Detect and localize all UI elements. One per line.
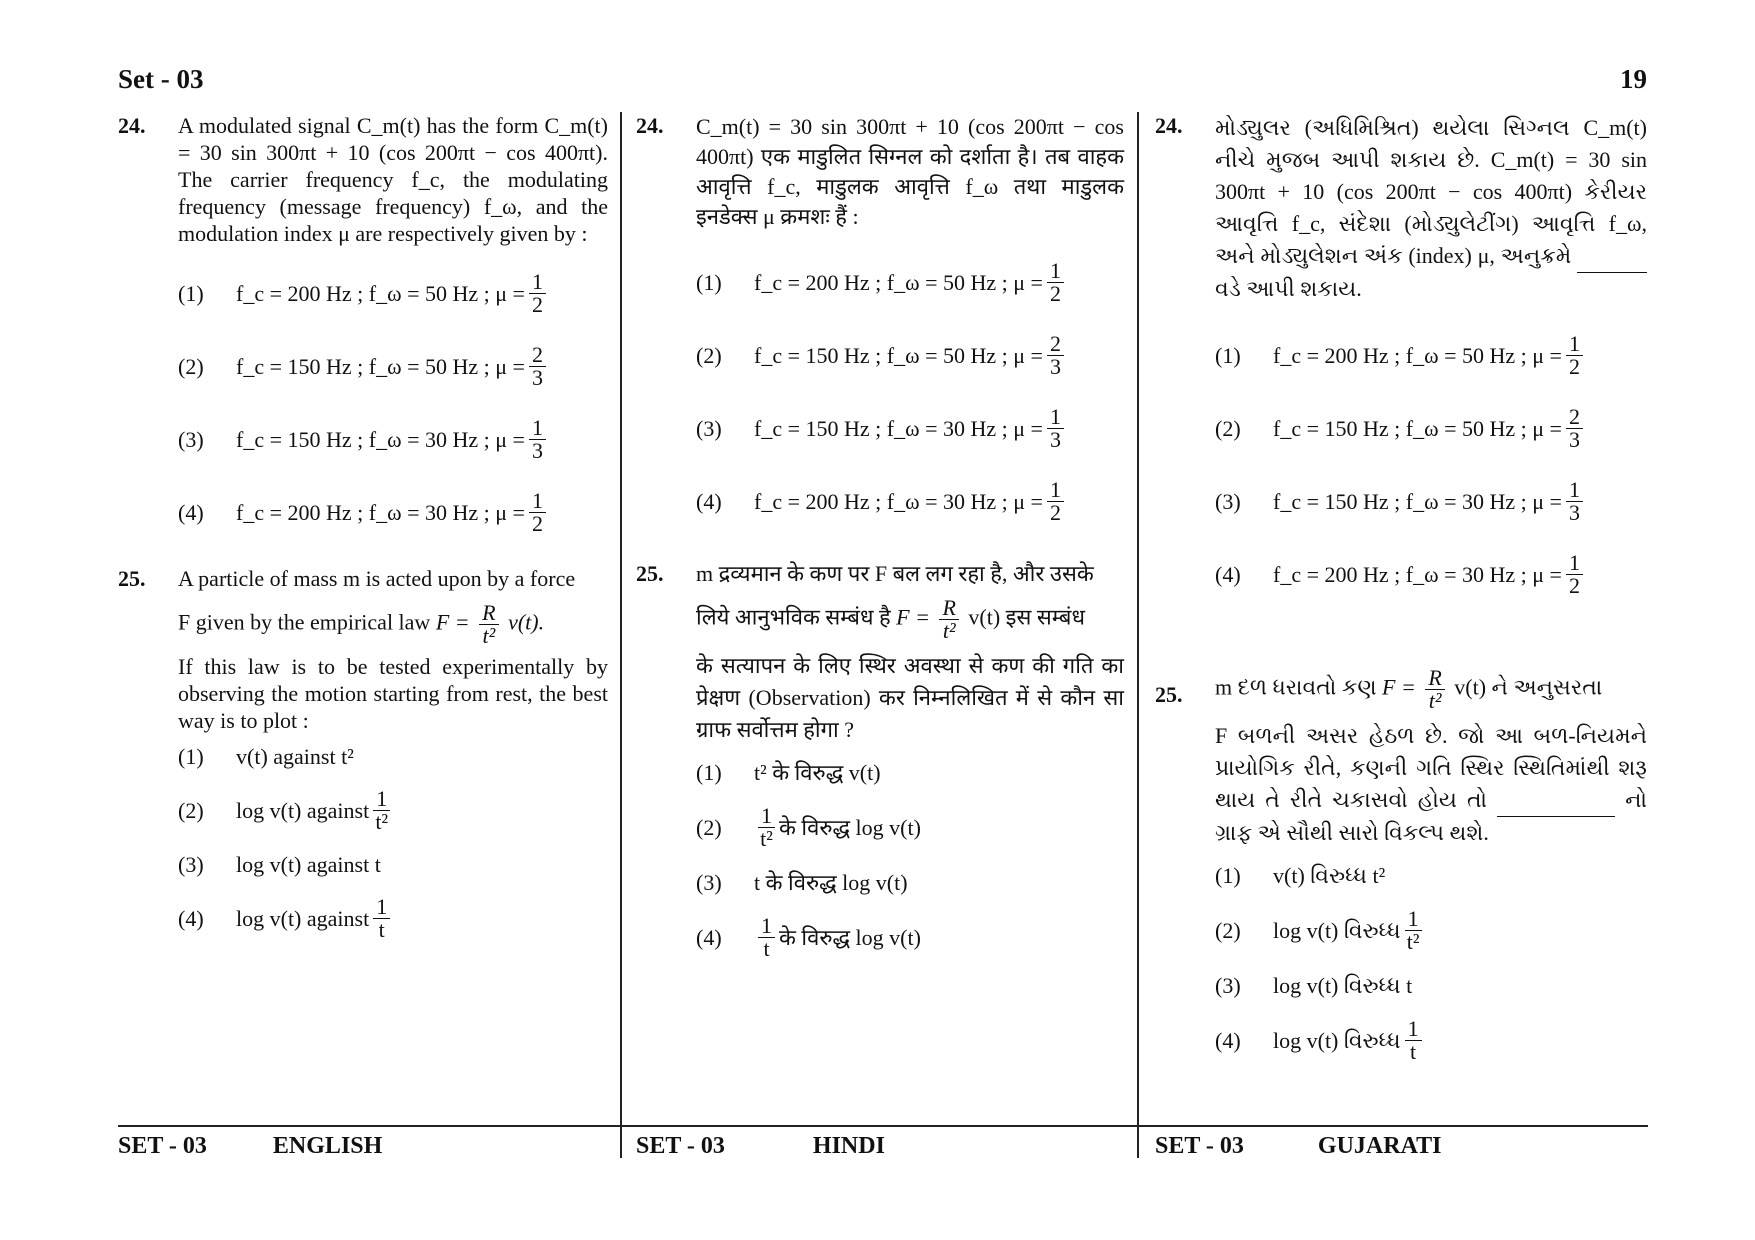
fraction: $\frac{1}{3}$ (1566, 479, 1583, 524)
option-1[interactable]: (1) f_c = 200 Hz ; f_ω = 50 Hz ; μ = $\frac{1}{2}$ (1215, 319, 1647, 392)
option-3[interactable]: (3) log v(t) વિરુધ્ધ t (1215, 972, 1413, 998)
fraction: $\frac{1}{\text{t²}}$ (758, 805, 775, 850)
question-24-gujarati (1155, 112, 1647, 611)
option-4[interactable]: (4) $\frac{1}{t}$ के विरुद्ध log v(t) (696, 912, 921, 961)
footer-gujarati: SET - 03 GUJARATI (1155, 1133, 1442, 1159)
fraction: $\frac{1}{\text{t²}}$ (373, 788, 390, 833)
fraction: $\frac{1}{3}$ (1047, 406, 1064, 451)
footer-hindi: SET - 03 HINDI (636, 1133, 885, 1159)
fraction: $\frac{1}{2}$ (1047, 260, 1064, 305)
question-text-line3: के सत्यापन के लिए स्थिर अवस्था से कण की गति का प्रेक्षण (Observation) कर निम्नलिखित में से कौन सा ग्राफ सर्वोत्तम होगा ? (696, 653, 1124, 742)
option-2[interactable]: (2) f_c = 150 Hz ; f_ω = 50 Hz ; μ = $\frac{2}{3}$ (696, 319, 1124, 392)
footer-english: SET - 03 ENGLISH (118, 1133, 383, 1159)
option-4[interactable]: (4) f_c = 200 Hz ; f_ω = 30 Hz ; μ = $\frac{1}{2}$ (696, 465, 1124, 538)
footer-rule (118, 1125, 1648, 1127)
page-number: 19 (1620, 64, 1647, 94)
fraction: $\frac{1}{\text{t²}}$ (1405, 908, 1422, 953)
fraction: $\frac{2}{3}$ (1047, 333, 1064, 378)
option-4[interactable]: (4) log v(t) against $\frac{1}{t}$ (178, 884, 608, 952)
fraction: $\frac{2}{3}$ (529, 344, 546, 389)
option-3[interactable]: (3) f_c = 150 Hz ; f_ω = 30 Hz ; μ = $\frac{1}{3}$ (178, 403, 608, 476)
option-3[interactable]: (3) log v(t) against t (178, 851, 381, 877)
question-number: 25. (118, 566, 146, 591)
question-25-hindi (636, 560, 1124, 970)
question-text: મોડ્યુલર (અધિમિશ્રિત) થયેલા સિગ્નલ C_m(t) નીચે મુજબ આપી શકાય છે. C_m(t) = 30 sin 300πt + 10 (cos 200πt − cos 400πt) કેરીયર આવૃત્તિ f_c, સંદેશા (મોડ્યુલેટીંગ) આવૃત્તિ f_ω, અને મોડ્યુલેશન અંક (index) μ, અનુક્રમે વડે આપી શકાય. (1215, 115, 1647, 301)
column-divider-2 (1137, 112, 1139, 1158)
question-text-line3: F બળની અસર હેઠળ છે. જો આ બળ-નિયમને પ્રાયોગિક રીતે, કણની ગતિ સ્થિર સ્થિતિમાંથી શરૂ થાય તે રીતે ચકાસવો હોય તો નો ગ્રાફ એ સૌથી સારો વિકલ્પ થશે. (1215, 723, 1648, 845)
option-3[interactable]: (3) f_c = 150 Hz ; f_ω = 30 Hz ; μ = $\frac{1}{3}$ (696, 392, 1124, 465)
fraction: $\frac{1}{2}$ (529, 490, 546, 535)
option-1[interactable]: (1) v(t) વિરુધ્ધ t² (1215, 862, 1386, 888)
option-2[interactable]: (2) log v(t) against $\frac{1}{\text{t²}}$ (178, 776, 608, 844)
fraction: $\frac{1}{2}$ (1566, 333, 1583, 378)
question-number: 24. (1155, 113, 1183, 138)
option-4[interactable]: (4) log v(t) વિરુધ્ધ $\frac{1}{t}$ (1215, 1007, 1647, 1073)
question-24-hindi (636, 112, 1124, 538)
question-text: C_m(t) = 30 sin 300πt + 10 (cos 200πt − cos 400πt) एक माडुलित सिग्नल को दर्शाता है। तब वाहक आवृत्ति f_c, माडुलक आवृत्ति f_ω तथा माडुलक इनडेक्स μ क्रमशः हैं : (696, 114, 1124, 229)
option-1[interactable]: (1) v(t) against t² (178, 743, 354, 769)
option-1[interactable]: (1) f_c = 200 Hz ; f_ω = 50 Hz ; μ = $\frac{1}{2}$ (178, 257, 608, 330)
fraction: $\frac{1}{3}$ (529, 417, 546, 462)
empirical-law-line: m દળ ધરાવતો કણ F = $\frac{R}{\text{t²}}$ v(t) ને અનુસરતા (1215, 665, 1603, 713)
empirical-law-line: लिये आनुभविक सम्बंध है F = $\frac{R}{\text{t²}}$ v(t) इस सम्बंध (696, 595, 1085, 643)
question-25-english (118, 565, 608, 952)
question-text-line3: If this law is to be tested experimentally by observing the motion starting from rest, the best way is to plot : (178, 654, 608, 733)
page-header-set: Set - 03 (118, 64, 204, 94)
fraction: $\frac{1}{t}$ (758, 915, 775, 960)
english-column (118, 112, 608, 952)
option-4[interactable]: (4) f_c = 200 Hz ; f_ω = 30 Hz ; μ = $\frac{1}{2}$ (178, 476, 608, 549)
fraction: $\frac{1}{t}$ (373, 896, 390, 941)
option-2[interactable]: (2) $\frac{1}{\text{t²}}$ के विरुद्ध log v(t) (696, 802, 921, 851)
fraction: $\frac{2}{3}$ (1566, 406, 1583, 451)
question-number: 25. (1155, 682, 1183, 707)
option-2[interactable]: (2) log v(t) વિરુધ્ધ $\frac{1}{\text{t²}}$ (1215, 897, 1647, 963)
question-text: A modulated signal C_m(t) has the form C_m(t) = 30 sin 300πt + 10 (cos 200πt − cos 400πt). The carrier frequency f_c, the modulating frequency (message frequency) f_ω, and the modulation index μ are respectively given by : (178, 113, 608, 246)
fraction: $\frac{1}{2}$ (1047, 479, 1064, 524)
column-divider-1 (620, 112, 622, 1158)
fraction: $\frac{1}{2}$ (1566, 552, 1583, 597)
option-1[interactable]: (1) t² के विरुद्ध v(t) (696, 759, 881, 785)
option-2[interactable]: (2) f_c = 150 Hz ; f_ω = 50 Hz ; μ = $\frac{2}{3}$ (1215, 392, 1647, 465)
option-3[interactable]: (3) t के विरुद्ध log v(t) (696, 869, 908, 895)
question-number: 24. (636, 113, 664, 138)
option-3[interactable]: (3) f_c = 150 Hz ; f_ω = 30 Hz ; μ = $\frac{1}{3}$ (1215, 465, 1647, 538)
hindi-column (636, 112, 1124, 970)
option-4[interactable]: (4) f_c = 200 Hz ; f_ω = 30 Hz ; μ = $\frac{1}{2}$ (1215, 538, 1647, 611)
question-number: 24. (118, 113, 146, 138)
question-text-line1: A particle of mass m is acted upon by a force (178, 566, 576, 591)
question-24-english (118, 112, 608, 549)
question-text-line1: m द्रव्यमान के कण पर F बल लग रहा है, और उसके (696, 561, 1094, 586)
option-2[interactable]: (2) f_c = 150 Hz ; f_ω = 50 Hz ; μ = $\frac{2}{3}$ (178, 330, 608, 403)
question-25-gujarati (1155, 667, 1647, 1073)
question-number: 25. (636, 561, 664, 586)
gujarati-column (1155, 112, 1647, 1073)
fraction: $\frac{1}{t}$ (1405, 1018, 1422, 1063)
empirical-law-line: F given by the empirical law F = $\frac{R}{\text{t²}}$ v(t). (178, 600, 545, 648)
fraction: $\frac{1}{2}$ (529, 271, 546, 316)
option-1[interactable]: (1) f_c = 200 Hz ; f_ω = 50 Hz ; μ = $\frac{1}{2}$ (696, 246, 1124, 319)
